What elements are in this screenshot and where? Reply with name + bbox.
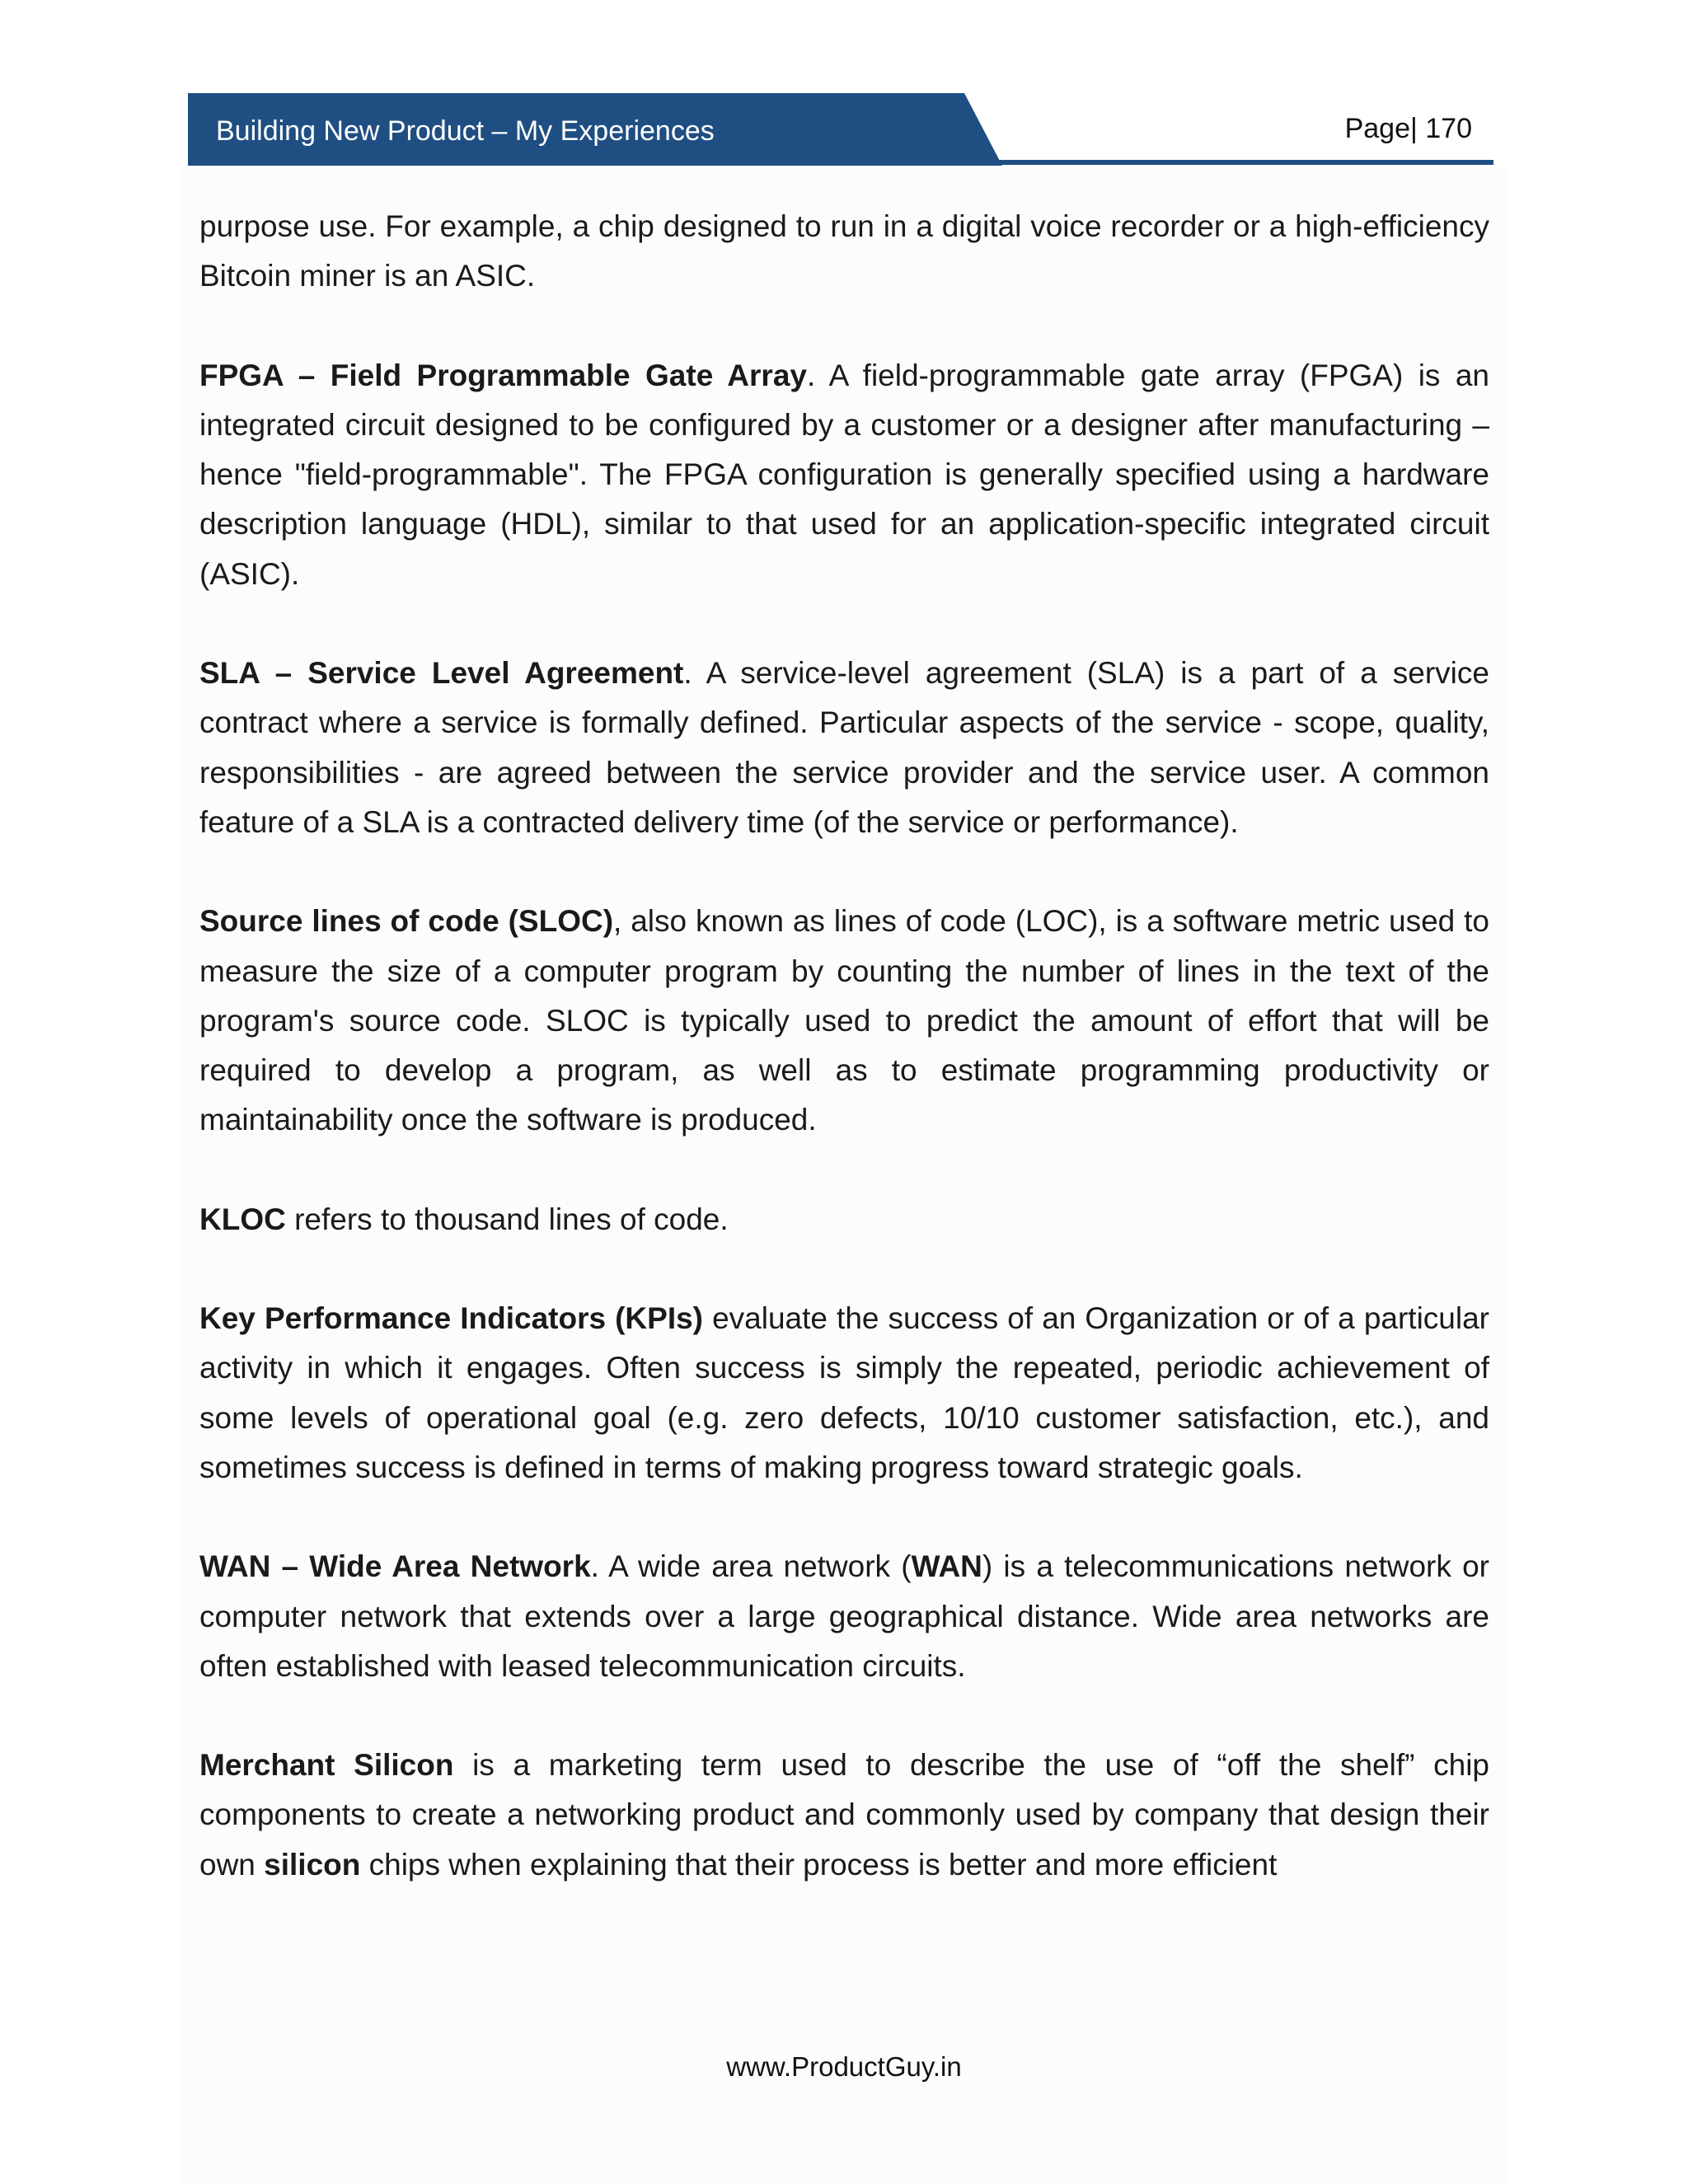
paragraph-text: , also known as lines of code (LOC), is a software metric used to measure the size of a computer program by counting the number of lines in the text of the program's source code. SLOC is typically used to predict the amount of effort that will be required to develop a program, as well as to estimate programming productivity or maintainability once the software is produced. — [199, 904, 1490, 1137]
paragraph-fpga — [199, 351, 1489, 599]
term-kloc: KLOC — [199, 1202, 286, 1236]
paragraph-kpi — [199, 1294, 1489, 1493]
term-merchant-silicon: Merchant Silicon — [199, 1748, 454, 1783]
term-fpga: FPGA – Field Programmable Gate Array — [199, 358, 807, 392]
paragraph-text: refers to thousand lines of code. — [285, 1202, 729, 1236]
paragraph-text: . A service-level agreement (SLA) is a part of a service contract where a service is formally defined. Particular aspects of the service - scope, quality, responsibilities - are agreed between the service provider and the service user. A common feature of a SLA is a contracted delivery time (of the service or performance). — [199, 656, 1489, 839]
paragraph-text: is a marketing term used to describe the use of “off the shelf” chip components to create a networking product and commonly used by company that design their own — [199, 1748, 1489, 1882]
paragraph-text: evaluate the success of an Organization or of a particular activity in which it engages. Often success is simply the repeated, periodic achievement of some levels of operational goal (e.g. zero defects, 10/10 customer satisfaction, etc.), and sometimes success is defined in terms of making progress toward strategic goals. — [199, 1301, 1489, 1484]
paragraph-text: ) is a telecommunications network or computer network that extends over a large geographical distance. Wide area networks are often established with leased telecommunication circuits. — [199, 1549, 1489, 1683]
term-sla: SLA – Service Level Agreement — [199, 656, 684, 691]
book-title: Building New Product – My Experiences — [216, 115, 715, 147]
term-silicon-inline: silicon — [264, 1847, 361, 1882]
paragraph-sloc — [199, 897, 1489, 1145]
paragraph-text: chips when explaining that their process is better and more efficient — [360, 1847, 1278, 1882]
term-wan-inline: WAN — [911, 1549, 982, 1584]
paragraph-asic-continuation — [199, 202, 1489, 302]
footer-website: www.ProductGuy.in — [726, 2051, 962, 2082]
term-sloc: Source lines of code (SLOC) — [199, 904, 614, 939]
paragraph-kloc — [199, 1195, 1489, 1244]
page-number: Page| 170 — [1344, 113, 1472, 144]
paragraph-sla — [199, 649, 1489, 847]
paragraph-text: . A wide area network ( — [590, 1549, 912, 1584]
paragraph-wan — [199, 1542, 1489, 1691]
paragraph-text: purpose use. For example, a chip designed to run in a digital voice recorder or a high-efficiency Bitcoin miner is an ASIC. — [199, 209, 1489, 293]
term-wan: WAN – Wide Area Network — [199, 1549, 591, 1584]
term-kpi: Key Performance Indicators (KPIs) — [199, 1301, 704, 1336]
paragraph-text: . A field-programmable gate array (FPGA) is an integrated circuit designed to be configured by a customer or a designer after manufacturing – hence "field-programmable". The FPGA configuration is generally specified using a hardware description language (HDL), similar to that used for an application-specific integrated circuit (ASIC). — [199, 358, 1489, 591]
header-rule — [996, 160, 1493, 165]
page-body — [199, 202, 1489, 1939]
paragraph-merchant-silicon — [199, 1741, 1489, 1890]
